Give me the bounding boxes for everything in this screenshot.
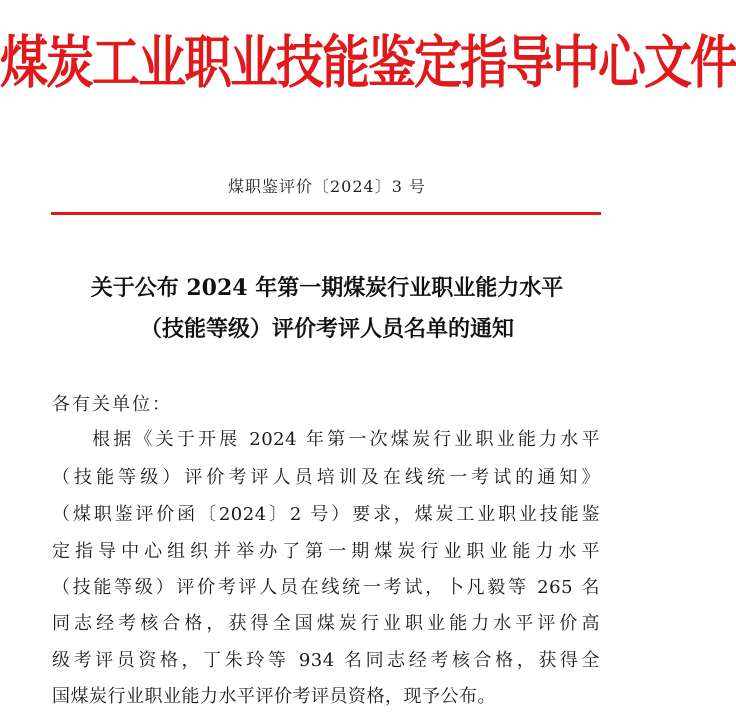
body-line-5: （技能等级）评价考评人员在线统一考试，卜凡毅等 265 名	[52, 577, 600, 598]
masthead-title: 煤炭工业职业技能鉴定指导中心文件	[0, 30, 736, 97]
document-number: 煤职鉴评价〔2024〕3 号	[228, 177, 426, 196]
body-line-2: （技能等级）评价考评人员培训及在线统一考试的通知》	[52, 467, 600, 488]
body-line-8: 国煤炭行业职业能力水平评价考评员资格，现予公布。	[52, 686, 496, 707]
body-line-1: 根据《关于开展 2024 年第一次煤炭行业职业能力水平	[92, 429, 600, 450]
body-line-3: （煤职鉴评价函〔2024〕2 号）要求，煤炭工业职业技能鉴	[52, 504, 600, 525]
notice-title-line-2: （技能等级）评价考评人员名单的通知	[139, 316, 514, 342]
body-line-7: 级考评员资格，丁朱玲等 934 名同志经考核合格，获得全	[52, 650, 600, 671]
salutation: 各有关单位：	[52, 394, 172, 415]
notice-title-line-1: 关于公布 2024 年第一期煤炭行业职业能力水平	[90, 275, 564, 301]
body-line-6: 同志经考核合格，获得全国煤炭行业职业能力水平评价高	[52, 613, 600, 634]
red-separator-line	[51, 212, 601, 215]
body-line-4: 定指导中心组织并举办了第一期煤炭行业职业能力水平	[52, 541, 600, 562]
